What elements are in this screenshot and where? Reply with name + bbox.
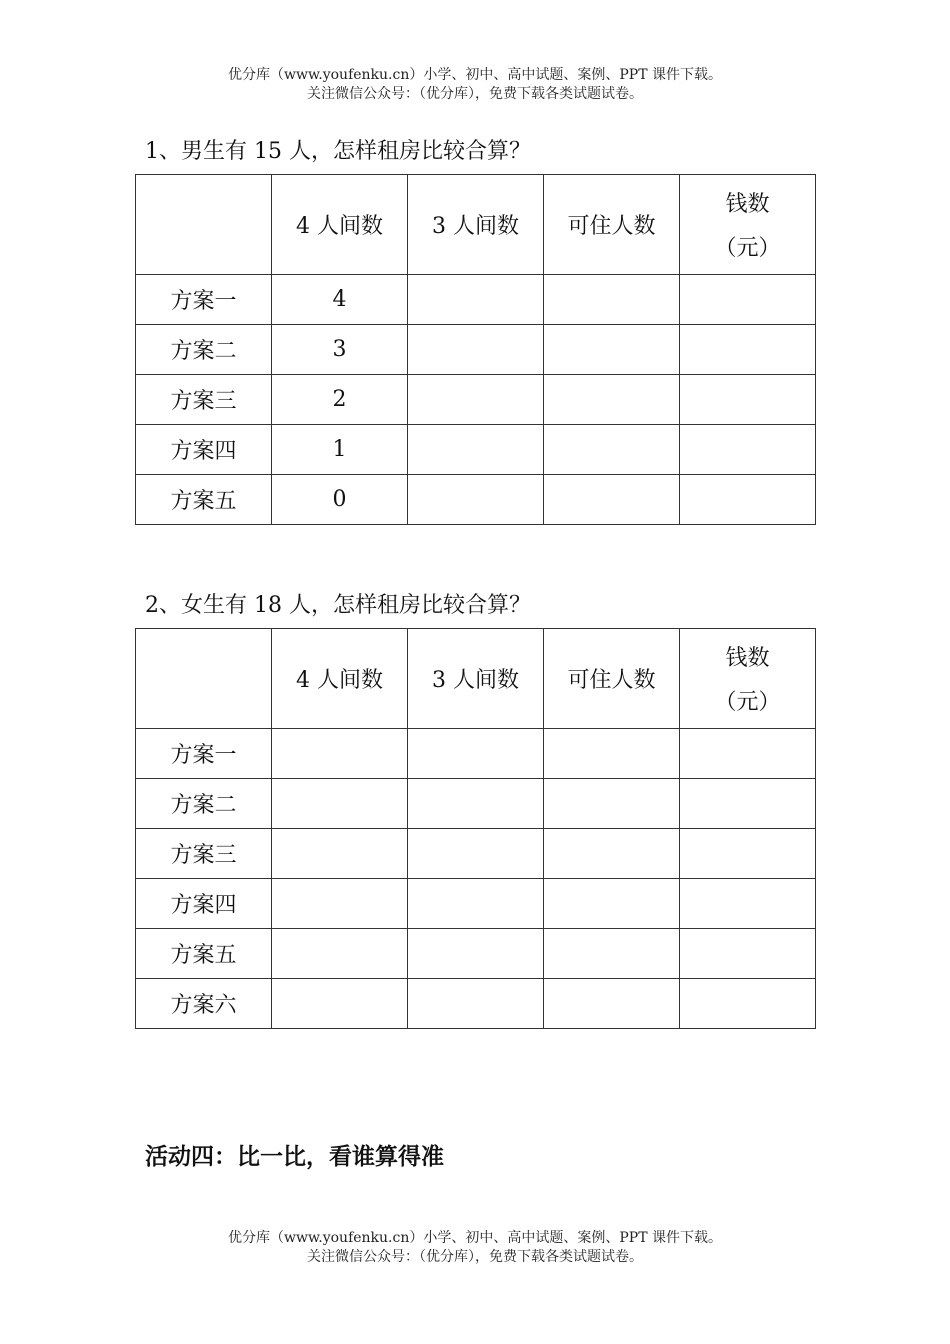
- row-label: 方案二: [136, 779, 272, 829]
- footer-line-1: 优分库（www.youfenku.cn）小学、初中、高中试题、案例、PPT 课件下载。: [227, 1230, 722, 1246]
- table-row: [136, 879, 816, 929]
- cell-four-rooms: 3: [272, 325, 408, 375]
- header-cell-money: [680, 629, 816, 729]
- cell-three-rooms: [408, 979, 544, 1029]
- table-row: [136, 375, 816, 425]
- table-row: [136, 929, 816, 979]
- cell-money: [680, 425, 816, 475]
- cell-three-rooms: [408, 729, 544, 779]
- header-cell-capacity: 可住人数: [544, 175, 680, 275]
- cell-money: [680, 729, 816, 779]
- header-line-1: 优分库（www.youfenku.cn）小学、初中、高中试题、案例、PPT 课件下载。: [227, 67, 722, 83]
- cell-capacity: [544, 475, 680, 525]
- row-label: 方案三: [136, 375, 272, 425]
- table-row: [136, 325, 816, 375]
- cell-three-rooms: [408, 879, 544, 929]
- table-row: [136, 729, 816, 779]
- cell-money: [680, 779, 816, 829]
- cell-money: [680, 879, 816, 929]
- cell-three-rooms: [408, 829, 544, 879]
- cell-four-rooms: 0: [272, 475, 408, 525]
- cell-four-rooms: [272, 729, 408, 779]
- table-row: [136, 979, 816, 1029]
- cell-capacity: [544, 275, 680, 325]
- money-label: 钱数: [725, 191, 770, 217]
- cell-four-rooms: [272, 779, 408, 829]
- cell-four-rooms: [272, 829, 408, 879]
- header-cell-four-person-rooms: 4 人间数: [272, 175, 408, 275]
- cell-four-rooms: 4: [272, 275, 408, 325]
- header-cell-four-person-rooms: 4 人间数: [272, 629, 408, 729]
- cell-capacity: [544, 425, 680, 475]
- table-header-row: [136, 175, 816, 275]
- table-row: [136, 425, 816, 475]
- cell-money: [680, 275, 816, 325]
- row-label: 方案五: [136, 929, 272, 979]
- cell-four-rooms: [272, 929, 408, 979]
- question-2-table: [135, 628, 816, 1029]
- cell-capacity: [544, 829, 680, 879]
- row-label: 方案三: [136, 829, 272, 879]
- cell-four-rooms: [272, 879, 408, 929]
- footer-line-2: 关注微信公众号：（优分库），免费下载各类试题试卷。: [307, 1249, 643, 1265]
- cell-capacity: [544, 929, 680, 979]
- row-label: 方案二: [136, 325, 272, 375]
- money-label: 钱数: [725, 645, 770, 671]
- cell-three-rooms: [408, 275, 544, 325]
- table-row: [136, 779, 816, 829]
- cell-capacity: [544, 879, 680, 929]
- row-label: 方案四: [136, 425, 272, 475]
- cell-four-rooms: 2: [272, 375, 408, 425]
- question-2-title: 2、女生有 18 人，怎样租房比较合算？: [145, 593, 531, 618]
- row-label: 方案一: [136, 729, 272, 779]
- cell-capacity: [544, 375, 680, 425]
- page-header: [0, 66, 950, 104]
- cell-three-rooms: [408, 375, 544, 425]
- header-cell-money: [680, 175, 816, 275]
- cell-three-rooms: [408, 779, 544, 829]
- table-header-row: [136, 629, 816, 729]
- cell-money: [680, 929, 816, 979]
- table-row: [136, 275, 816, 325]
- row-label: 方案一: [136, 275, 272, 325]
- cell-money: [680, 979, 816, 1029]
- table-row: [136, 475, 816, 525]
- header-line-2: 关注微信公众号：（优分库），免费下载各类试题试卷。: [307, 86, 643, 102]
- money-unit: （元）: [714, 689, 781, 715]
- row-label: 方案四: [136, 879, 272, 929]
- money-unit: （元）: [714, 235, 781, 261]
- row-label: 方案五: [136, 475, 272, 525]
- cell-three-rooms: [408, 929, 544, 979]
- cell-three-rooms: [408, 425, 544, 475]
- cell-capacity: [544, 729, 680, 779]
- cell-money: [680, 829, 816, 879]
- header-cell-corner: [136, 175, 272, 275]
- cell-money: [680, 475, 816, 525]
- question-1-title: 1、男生有 15 人，怎样租房比较合算？: [145, 139, 531, 164]
- cell-four-rooms: 1: [272, 425, 408, 475]
- cell-three-rooms: [408, 475, 544, 525]
- header-cell-capacity: 可住人数: [544, 629, 680, 729]
- cell-capacity: [544, 979, 680, 1029]
- cell-four-rooms: [272, 979, 408, 1029]
- cell-capacity: [544, 325, 680, 375]
- header-cell-three-person-rooms: 3 人间数: [408, 175, 544, 275]
- cell-money: [680, 375, 816, 425]
- question-1-table: [135, 174, 816, 525]
- header-cell-corner: [136, 629, 272, 729]
- table-row: [136, 829, 816, 879]
- page-footer: [0, 1229, 950, 1267]
- header-cell-three-person-rooms: 3 人间数: [408, 629, 544, 729]
- activity-four-heading: 活动四：比一比，看谁算得准: [145, 1143, 444, 1170]
- cell-capacity: [544, 779, 680, 829]
- cell-three-rooms: [408, 325, 544, 375]
- cell-money: [680, 325, 816, 375]
- row-label: 方案六: [136, 979, 272, 1029]
